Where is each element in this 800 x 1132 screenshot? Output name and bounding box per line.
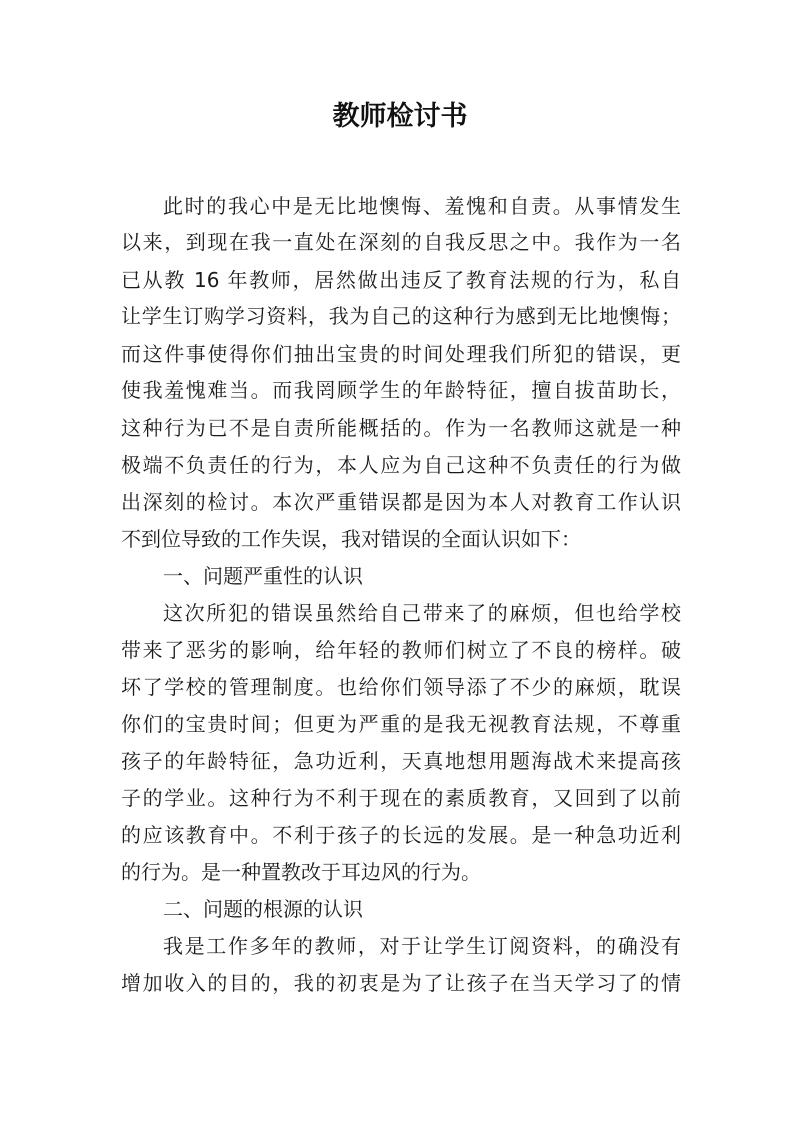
- body-line: 我是工作多年的教师，对于让学生订阅资料，的确没有: [163, 934, 681, 958]
- body-line: 的行为。是一种置教改于耳边风的行为。: [121, 860, 481, 884]
- body-line: 不到位导致的工作失误，我对错误的全面认识如下：: [121, 527, 581, 551]
- body-line: 让学生订购学习资料，我为自己的这种行为感到无比地懊悔；: [121, 304, 681, 328]
- body-line: 坏了学校的管理制度。也给你们领导添了不少的麻烦，耽误: [121, 675, 681, 699]
- body-line: 使我羞愧难当。而我罔顾学生的年龄特征，擅自拔苗助长，: [121, 378, 681, 402]
- body-line: 子的学业。这种行为不利于现在的素质教育，又回到了以前: [121, 786, 681, 810]
- body-line: 极端不负责任的行为，本人应为自己这种不负责任的行为做: [121, 453, 681, 477]
- body-line: 你们的宝贵时间；但更为严重的是我无视教育法规，不尊重: [121, 712, 681, 736]
- body-line: 增加收入的目的，我的初衷是为了让孩子在当天学习了的情: [121, 971, 681, 995]
- body-line: 已从教 16 年教师，居然做出违反了教育法规的行为，私自: [121, 268, 681, 292]
- document-title: 教师检讨书: [332, 101, 468, 132]
- section-heading-1: 一、问题严重性的认识: [163, 564, 363, 588]
- body-line: 此时的我心中是无比地懊悔、羞愧和自责。从事情发生: [163, 194, 681, 218]
- body-line: 以来，到现在我一直处在深刻的自我反思之中。我作为一名: [121, 230, 681, 254]
- section-heading-2: 二、问题的根源的认识: [163, 897, 363, 921]
- body-line: 孩子的年龄特征，急功近利，天真地想用题海战术来提高孩: [121, 749, 681, 773]
- body-line: 这种行为已不是自责所能概括的。作为一名教师这就是一种: [121, 416, 681, 440]
- body-line: 出深刻的检讨。本次严重错误都是因为本人对教育工作认识: [121, 490, 681, 514]
- body-line: 带来了恶劣的影响，给年轻的教师们树立了不良的榜样。破: [121, 638, 681, 662]
- body-line: 的应该教育中。不利于孩子的长远的发展。是一种急功近利: [121, 823, 681, 847]
- body-line: 而这件事使得你们抽出宝贵的时间处理我们所犯的错误，更: [121, 342, 681, 366]
- body-line: 这次所犯的错误虽然给自己带来了的麻烦，但也给学校: [163, 601, 681, 625]
